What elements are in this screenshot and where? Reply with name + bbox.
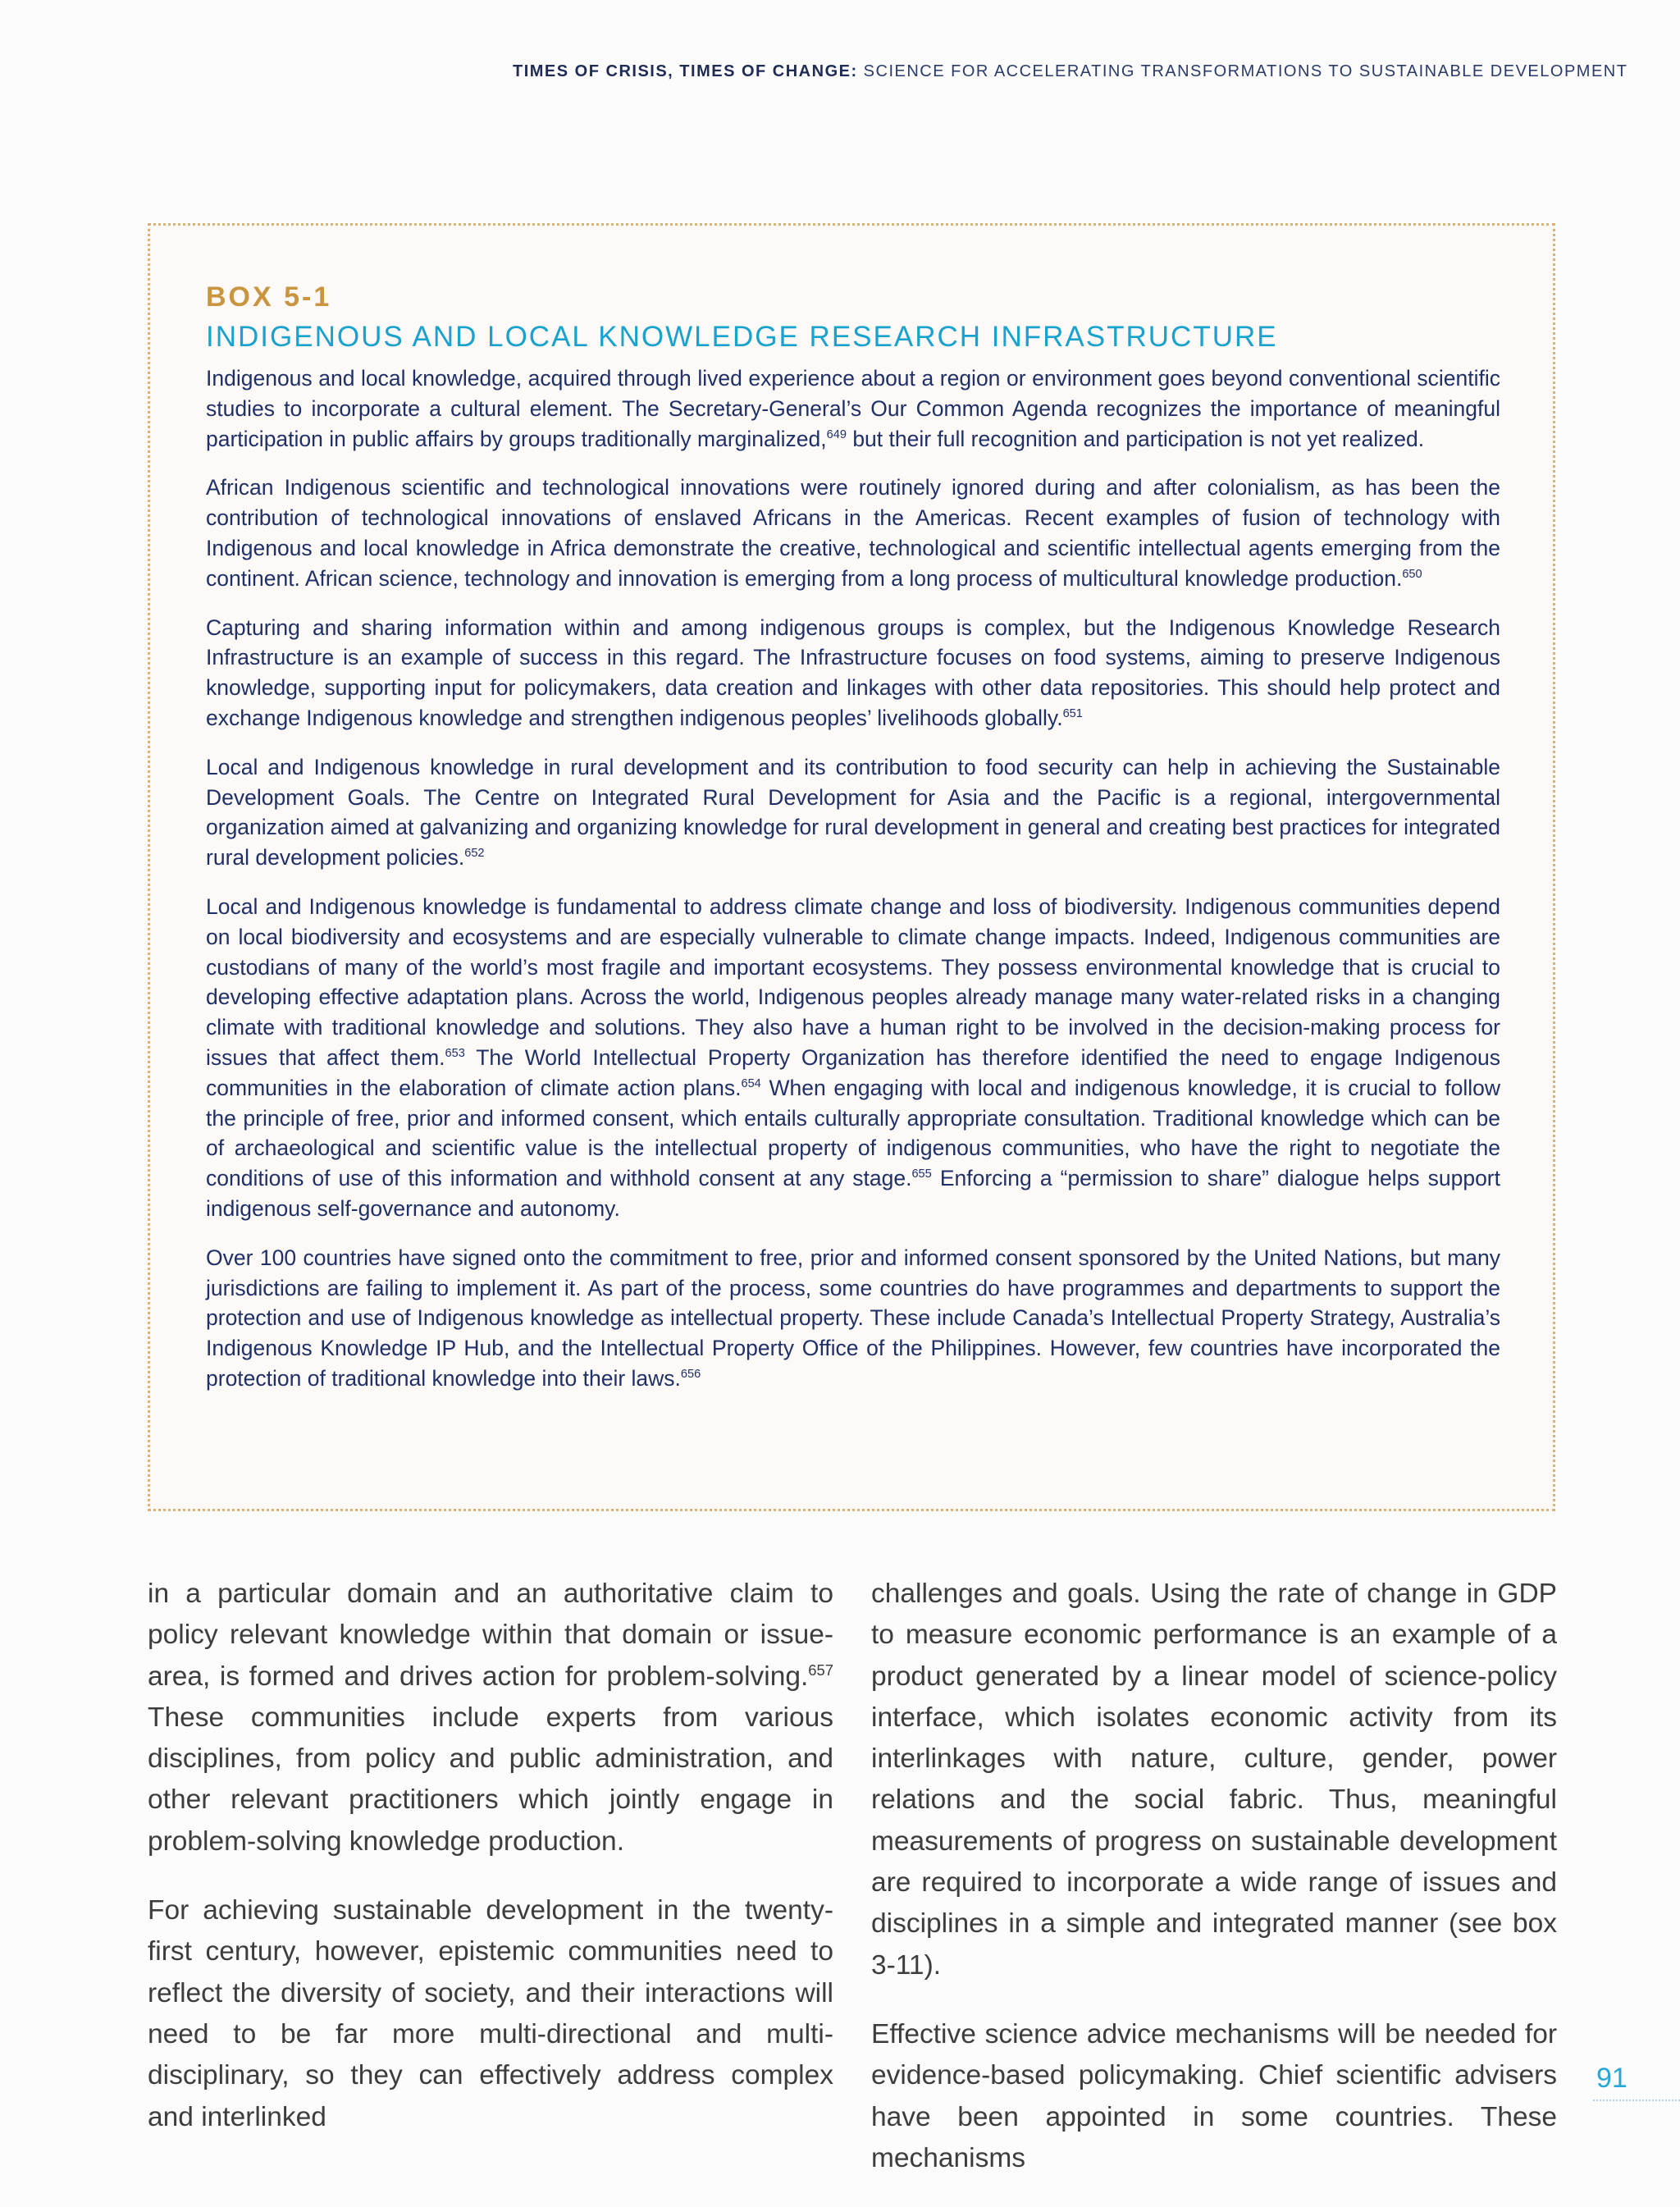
footnote-ref: 656 (680, 1368, 701, 1382)
box-5-1 (148, 223, 1555, 1511)
paragraph-text: Indigenous and local knowledge, acquired through lived experience about a region or environment goes beyond conventional scientific studies to incorporate a cultural element. The Secretary-General’s Our Common Agenda recognizes the importance of meaningful participation in public affairs by groups traditionally marginalized, (206, 366, 1500, 451)
running-header-title: TIMES OF CRISIS, TIMES OF CHANGE: (513, 62, 858, 80)
paragraph-text: in a particular domain and an authoritative claim to policy relevant knowledge within that domain or issue-area, is formed and drives action for problem-solving. (148, 1579, 833, 1692)
box-paragraph (206, 363, 1500, 454)
box-paragraph (206, 613, 1500, 733)
box-body (206, 363, 1500, 1413)
paragraph-text: challenges and goals. Using the rate of change in GDP to measure economic performance is an example of a product generated by a linear model of science-policy interface, which isolates economic activity from its interlinkages with nature, culture, gender, power relations and the social fabric. Thus, meaningful measurements of progress on sustainable development are required to incorporate a wide range of issues and disciplines in a simple and integrated manner (see box 3-11). (871, 1579, 1557, 1981)
running-header (513, 62, 1628, 81)
body-paragraph (871, 2014, 1557, 2179)
paragraph-text: These communities include experts from various disciplines, from policy and public administration, and other relevant practitioners which jointly engage in problem-solving knowledge production. (148, 1702, 833, 1857)
box-label: BOX 5-1 (206, 281, 332, 313)
body-paragraph (871, 1574, 1557, 1986)
footnote-ref: 650 (1402, 567, 1422, 581)
footnote-ref: 651 (1062, 707, 1083, 721)
footnote-ref: 657 (808, 1661, 833, 1679)
paragraph-text: The World Intellectual Property Organization has therefore identified the need to engage Indigenous communities in the elaboration of climate action plans. (206, 1044, 1500, 1100)
footnote-ref: 653 (445, 1047, 465, 1061)
box-paragraph (206, 752, 1500, 873)
paragraph-text: For achieving sustainable development in the twenty-first century, however, epistemic communities need to reflect the diversity of society, and their interactions will need to be far more multi-directional and multi-disciplinary, so they can effectively address complex and interlinked (148, 1895, 833, 2132)
paragraph-text: Local and Indigenous knowledge is fundamental to address climate change and loss of biodiversity. Indigenous communities depend on local biodiversity and ecosystems and are especially vulnerable to climate change impacts. Indeed, Indigenous communities are custodians of many of the world’s most fragile and important ecosystems. They possess environmental knowledge that is crucial to developing effective adaptation plans. Across the world, Indigenous peoples already manage many water-related risks in a changing climate with traditional knowledge and solutions. They also have a human right to be involved in the decision-making process for issues that affect them. (206, 893, 1500, 1070)
paragraph-text: Local and Indigenous knowledge in rural development and its contribution to food security can help in achieving the Sustainable Development Goals. The Centre on Integrated Rural Development for Asia and the Pacific is a regional, intergovernmental organization aimed at galvanizing and organizing knowledge for rural development in general and creating best practices for integrated rural development policies. (206, 754, 1500, 870)
box-paragraph (206, 1243, 1500, 1394)
running-header-subtitle: SCIENCE FOR ACCELERATING TRANSFORMATIONS TO SUSTAINABLE DEVELOPMENT (857, 62, 1628, 80)
paragraph-text: Effective science advice mechanisms will be needed for evidence-based policymaking. Chief scientific advisers have been appointed in some countries. These mechanisms (871, 2018, 1557, 2173)
body-column-right (871, 1574, 1557, 2207)
body-column-left (148, 1574, 833, 2166)
paragraph-text: African Indigenous scientific and technological innovations were routinely ignored during and after colonialism, as has been the contribution of technological innovations of enslaved Africans in the Americas. Recent examples of fusion of technology with Indigenous and local knowledge in Africa demonstrate the creative, technological and scientific intellectual agents emerging from the continent. African science, technology and innovation is emerging from a long process of multicultural knowledge production. (206, 475, 1500, 591)
page-number: 91 (1596, 2063, 1628, 2094)
paragraph-text: Over 100 countries have signed onto the commitment to free, prior and informed consent sponsored by the United Nations, but many jurisdictions are failing to implement it. As part of the process, some countries do have programmes and departments to support the protection and use of Indigenous knowledge as intellectual property. These include Canada’s Intellectual Property Strategy, Australia’s Indigenous Knowledge IP Hub, and the Intellectual Property Office of the Philippines. However, few countries have incorporated the protection of traditional knowledge into their laws. (206, 1245, 1500, 1391)
page-number-divider (1593, 2100, 1680, 2101)
box-paragraph (206, 892, 1500, 1224)
paragraph-text: When engaging with local and indigenous knowledge, it is crucial to follow the principle of free, prior and informed consent, which entails culturally appropriate consultation. Traditional knowledge which can be of archaeological and scientific value is the intellectual property of indigenous communities, who have the right to negotiate the conditions of use of this information and withhold consent at any stage. (206, 1075, 1501, 1191)
paragraph-text: but their full recognition and participation is not yet realized. (846, 426, 1425, 451)
paragraph-text: Capturing and sharing information within and among indigenous groups is complex, but the Indigenous Knowledge Research Infrastructure is an example of success in this regard. The Infrastructure focuses on food systems, aiming to preserve Indigenous knowledge, supporting input for policymakers, data creation and linkages with other data repositories. This should help protect and exchange Indigenous knowledge and strengthen indigenous peoples’ livelihoods globally. (206, 615, 1500, 730)
footnote-ref: 649 (826, 427, 847, 441)
footnote-ref: 655 (911, 1167, 932, 1181)
footnote-ref: 652 (464, 847, 485, 861)
body-paragraph (148, 1574, 833, 1862)
body-paragraph (148, 1890, 833, 2138)
box-title: INDIGENOUS AND LOCAL KNOWLEDGE RESEARCH INFRASTRUCTURE (206, 321, 1278, 353)
box-paragraph (206, 473, 1500, 593)
paragraph-text: Enforcing a “permission to share” dialogue helps support indigenous self-governance and autonomy. (206, 1166, 1500, 1221)
footnote-ref: 654 (741, 1076, 761, 1090)
